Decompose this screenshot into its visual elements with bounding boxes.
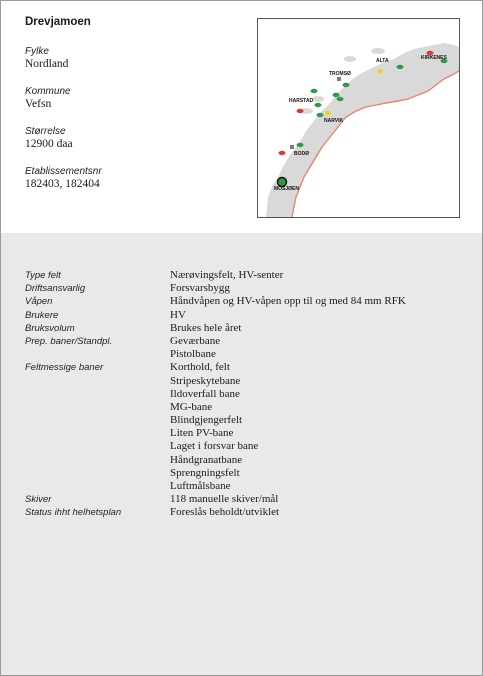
row-value: HV	[170, 308, 186, 321]
row-value: Håndvåpen og HV-våpen opp til og med 84 mm RFK	[170, 295, 406, 308]
marker-grey	[290, 145, 294, 149]
row-value: Sprengningsfelt	[170, 466, 240, 479]
row-prep-baner	[25, 335, 406, 348]
field-etablissement	[25, 166, 102, 191]
row-feltmessige	[25, 361, 406, 374]
row-value: Blindgjengerfelt	[170, 414, 243, 427]
map-label-bodo: BODØ	[294, 151, 309, 157]
row-label: Brukere	[25, 309, 59, 321]
marker-yellow	[377, 69, 383, 73]
marker-green	[337, 97, 344, 101]
field-label: Fylke	[25, 46, 49, 57]
row-type-felt	[25, 269, 406, 282]
row-value: Luftmålsbane	[170, 480, 231, 492]
row-bruksvolum	[25, 322, 406, 335]
marker-green	[343, 83, 350, 87]
row-value: Geværbane	[170, 334, 221, 347]
row-skiver	[25, 493, 406, 506]
row-label: Prep. baner/Standpl.	[25, 335, 113, 347]
map-label-kirkenes: KIRKENES	[421, 55, 447, 61]
row-status	[25, 506, 406, 519]
row-value: Korthold, felt	[170, 361, 230, 374]
row-feltmessige-cont	[25, 467, 406, 480]
row-value: Liten PV-bane	[170, 427, 234, 440]
row-value: Nærøvingsfelt, HV-senter	[170, 269, 284, 281]
field-kommune	[25, 86, 71, 111]
row-value: Foreslås beholdt/utviklet	[170, 506, 280, 519]
field-label: Størrelse	[25, 126, 66, 137]
details-table	[25, 269, 406, 520]
row-feltmessige-cont	[25, 414, 406, 427]
map-label-alta: ALTA	[376, 58, 389, 64]
row-value: Håndgranatbane	[170, 453, 243, 466]
marker-green	[311, 89, 318, 93]
field-label: Kommune	[25, 86, 71, 97]
row-value: Ildoverfall bane	[170, 387, 240, 400]
row-feltmessige-cont	[25, 454, 406, 467]
row-driftsansvarlig	[25, 282, 406, 295]
row-feltmessige-cont	[25, 480, 406, 493]
marker-green	[397, 65, 404, 69]
row-label: Driftsansvarlig	[25, 283, 86, 295]
row-value: Pistolbane	[170, 348, 216, 361]
page-title: Drevjamoen	[25, 16, 91, 28]
row-feltmessige-cont	[25, 440, 406, 453]
marker-green	[315, 103, 322, 107]
row-value: 118 manuelle skiver/mål	[170, 493, 279, 506]
field-storrelse	[25, 126, 73, 151]
marker-green	[317, 113, 324, 117]
row-prep-baner-cont	[25, 348, 406, 361]
field-fylke	[25, 46, 68, 71]
field-value: 12900 daa	[25, 138, 73, 150]
field-value: 182403, 182404	[25, 178, 100, 190]
field-label: Etablissementsnr	[25, 166, 102, 177]
map-label-mosjoen: MOSJØEN	[274, 186, 300, 192]
map-label-harstad: HARSTAD	[289, 98, 314, 104]
header-section	[1, 1, 482, 233]
row-brukere	[25, 309, 406, 322]
row-feltmessige-cont	[25, 427, 406, 440]
row-label: Type felt	[25, 270, 61, 281]
field-value: Nordland	[25, 58, 69, 70]
row-value: Stripeskytebane	[170, 374, 241, 387]
marker-green	[297, 143, 304, 147]
marker-green	[333, 93, 340, 97]
row-value: Forsvarsbygg	[170, 282, 230, 295]
row-feltmessige-cont	[25, 375, 406, 388]
row-label: Feltmessige baner	[25, 362, 104, 374]
row-feltmessige-cont	[25, 401, 406, 414]
row-label: Bruksvolum	[25, 322, 75, 334]
map-label-narvik: NARVIK	[324, 118, 344, 124]
marker-grey	[337, 77, 341, 81]
row-feltmessige-cont	[25, 388, 406, 401]
marker-red	[279, 151, 286, 155]
row-label: Våpen	[25, 296, 53, 308]
row-vapen	[25, 295, 406, 308]
location-map	[257, 18, 460, 218]
field-value: Vefsn	[25, 98, 52, 110]
marker-red	[297, 109, 304, 113]
row-label: Skiver	[25, 494, 52, 506]
row-label: Status ihht helhetsplan	[25, 507, 122, 519]
marker-yellow	[325, 111, 331, 115]
row-value: Brukes hele året	[170, 321, 242, 334]
row-value: MG-bane	[170, 400, 213, 413]
row-value: Laget i forsvar bane	[170, 440, 259, 453]
map-label-tromso: TROMSØ	[329, 71, 351, 77]
